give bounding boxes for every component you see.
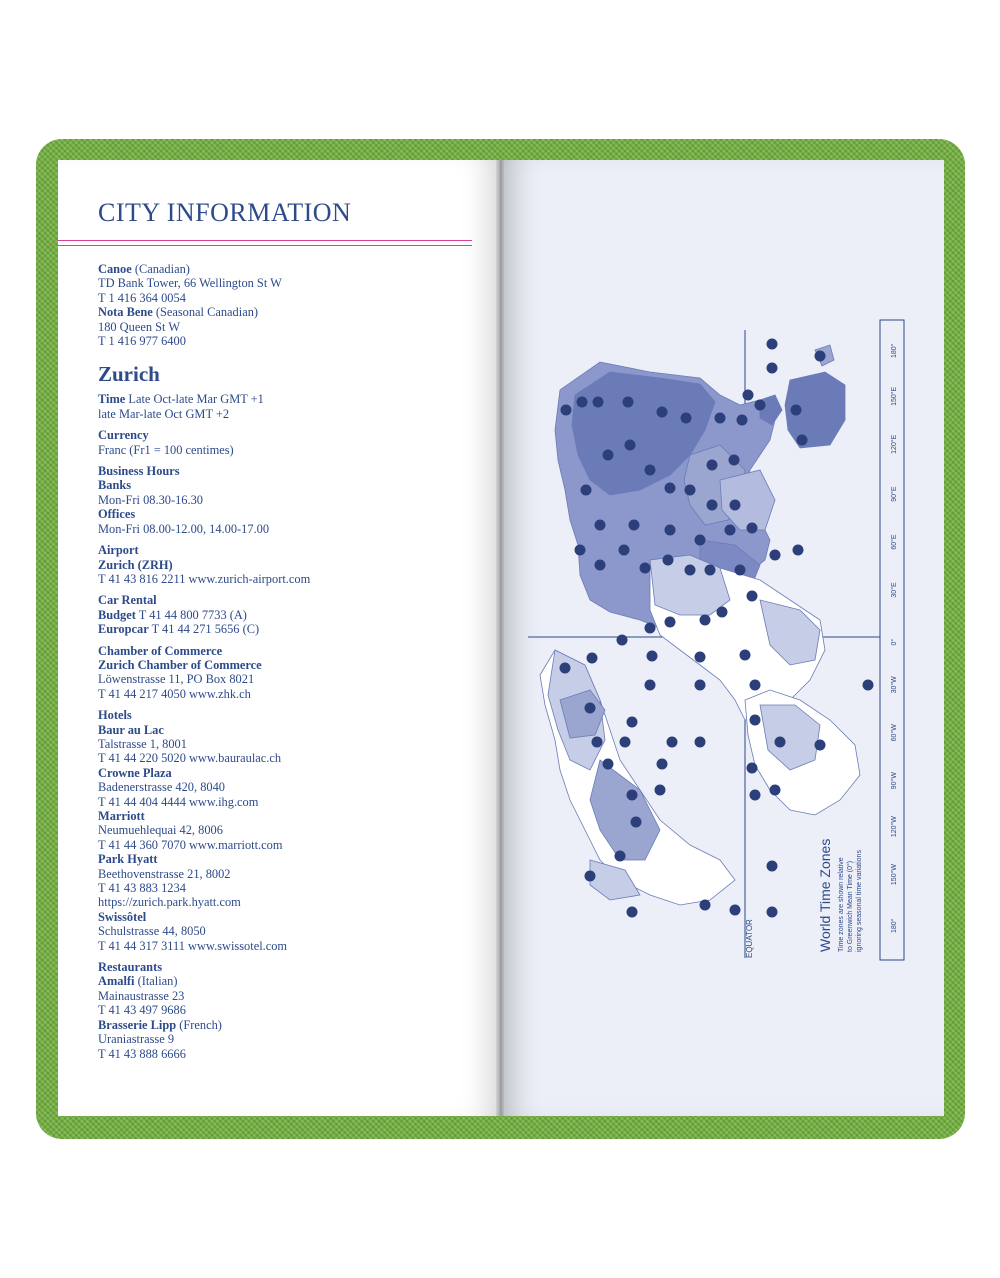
time-zone-marker: [617, 635, 628, 646]
longitude-label: 90°W: [891, 772, 898, 790]
time-zone-marker: [767, 907, 778, 918]
time-zone-marker: [717, 607, 728, 618]
time-zone-marker: [700, 615, 711, 626]
section-heading: Car Rental: [98, 593, 157, 608]
time-zone-marker: [793, 545, 804, 556]
section-heading: Hotels: [98, 708, 132, 723]
time-zone-marker: [581, 485, 592, 496]
longitude-label: 30°E: [891, 582, 898, 598]
time-zone-marker: [767, 861, 778, 872]
address-line: Uraniastrasse 9: [98, 1032, 175, 1047]
time-zone-marker: [700, 900, 711, 911]
longitude-label: 180°: [891, 343, 898, 358]
time-zone-marker: [647, 651, 658, 662]
address-line: 180 Queen St W: [98, 319, 181, 334]
time-zone-marker: [627, 717, 638, 728]
longitude-label: 30°W: [891, 676, 898, 694]
time-zone-marker: [770, 550, 781, 561]
phone-line: T 41 43 816 2211 www.zurich-airport.com: [98, 571, 311, 586]
hotel-name: Swissôtel: [98, 909, 147, 924]
website-line: https://zurich.park.hyatt.com: [98, 895, 241, 910]
listing-line: Amalfi (Italian): [98, 974, 178, 989]
time-zone-marker: [815, 351, 826, 362]
title-rule: [58, 245, 472, 246]
time-zone-marker: [770, 785, 781, 796]
time-zone-marker: [625, 440, 636, 451]
time-zone-marker: [629, 520, 640, 531]
phone-line: T 41 44 217 4050 www.zhk.ch: [98, 686, 251, 701]
address-line: Mainaustrasse 23: [98, 988, 185, 1003]
time-zone-marker: [623, 397, 634, 408]
time-zone-marker: [767, 363, 778, 374]
time-zone-marker: [707, 460, 718, 471]
address-line: Löwenstrasse 11, PO Box 8021: [98, 672, 255, 687]
currency-value: Franc (Fr1 = 100 centimes): [98, 442, 234, 457]
time-zone-marker: [587, 653, 598, 664]
time-zone-marker: [657, 407, 668, 418]
listing-line: Brasserie Lipp (French): [98, 1017, 222, 1032]
time-zone-marker: [750, 790, 761, 801]
phone-line: T 41 44 360 7070 www.marriott.com: [98, 837, 283, 852]
longitude-label: 90°E: [891, 486, 898, 502]
time-zone-marker: [595, 560, 606, 571]
time-zone-marker: [593, 397, 604, 408]
time-zone-marker: [592, 737, 603, 748]
longitude-ticks: [890, 343, 898, 933]
phone-line: T 41 44 404 4444 www.ihg.com: [98, 794, 259, 809]
time-zone-marker: [665, 525, 676, 536]
time-zone-marker: [737, 415, 748, 426]
time-zone-marker: [603, 450, 614, 461]
phone-line: T 41 43 888 6666: [98, 1046, 186, 1061]
time-zone-marker: [627, 907, 638, 918]
time-zone-marker: [620, 737, 631, 748]
address-line: Badenerstrasse 420, 8040: [98, 780, 225, 795]
listing-line: Nota Bene (Seasonal Canadian): [98, 305, 259, 320]
longitude-label: 120°W: [891, 816, 898, 838]
longitude-label: 60°E: [891, 534, 898, 550]
address-line: Beethovenstrasse 21, 8002: [98, 866, 231, 881]
time-zone-marker: [667, 737, 678, 748]
listing-line: Budget T 41 44 800 7733 (A): [98, 607, 247, 622]
map-caption-line: Time zones are shown relative: [838, 857, 845, 952]
time-zone-marker: [595, 520, 606, 531]
section-heading: Currency: [98, 428, 149, 443]
time-zone-marker: [665, 483, 676, 494]
longitude-label: 120°E: [891, 434, 898, 454]
sub-heading: Zurich Chamber of Commerce: [98, 657, 262, 672]
map-caption-line: ignoring seasonal time variations: [856, 850, 863, 952]
hotel-name: Baur au Lac: [98, 722, 164, 737]
address-line: Neumuehlequai 42, 8006: [98, 823, 223, 838]
time-zone-marker: [707, 500, 718, 511]
listing-line: Europcar T 41 44 271 5656 (C): [98, 622, 260, 637]
time-zone-marker: [655, 785, 666, 796]
longitude-label: 180°: [891, 918, 898, 933]
equator-label: EQUATOR: [745, 919, 754, 958]
time-zone-marker: [750, 680, 761, 691]
time-zone-marker: [645, 623, 656, 634]
time-zone-marker: [747, 591, 758, 602]
time-zone-marker: [619, 545, 630, 556]
time-zone-marker: [695, 737, 706, 748]
map-caption-line: to Greenwich Mean Time (0°): [847, 860, 854, 952]
time-zone-marker: [640, 563, 651, 574]
time-zone-marker: [663, 555, 674, 566]
section-heading: Business Hours: [98, 464, 180, 479]
section-heading: Chamber of Commerce: [98, 643, 223, 658]
address-line: TD Bank Tower, 66 Wellington St W: [98, 276, 282, 291]
time-zone-marker: [743, 390, 754, 401]
time-zone-marker: [747, 763, 758, 774]
time-zone-marker: [560, 663, 571, 674]
longitude-label: 150°W: [891, 863, 898, 886]
time-zone-marker: [561, 405, 572, 416]
time-zone-marker: [615, 851, 626, 862]
time-zone-marker: [681, 413, 692, 424]
time-zone-marker: [631, 817, 642, 828]
hotel-name: Crowne Plaza: [98, 765, 172, 780]
time-zone-marker: [730, 905, 741, 916]
time-zone-marker: [645, 680, 656, 691]
sub-heading: Banks: [98, 478, 132, 493]
sub-heading: Zurich (ZRH): [98, 557, 173, 572]
time-zone-marker: [735, 565, 746, 576]
time-zone-marker: [685, 565, 696, 576]
listing-line: Canoe (Canadian): [98, 262, 190, 276]
hours-line: Mon-Fri 08.00-12.00, 14.00-17.00: [98, 521, 270, 536]
time-zone-marker: [695, 535, 706, 546]
hotel-name: Park Hyatt: [98, 852, 158, 867]
phone-line: T 1 416 977 6400: [98, 334, 186, 349]
phone-line: T 41 44 317 3111 www.swissotel.com: [98, 938, 288, 953]
time-zone-marker: [575, 545, 586, 556]
time-zone-marker: [603, 759, 614, 770]
time-zone-marker: [797, 435, 808, 446]
time-zone-marker: [740, 650, 751, 661]
city-info-text: [98, 262, 478, 1061]
time-zone-marker: [705, 565, 716, 576]
phone-line: T 41 43 497 9686: [98, 1003, 186, 1018]
time-zone-marker: [585, 871, 596, 882]
section-heading: Restaurants: [98, 960, 163, 975]
time-zone-marker: [755, 400, 766, 411]
time-zone-marker: [791, 405, 802, 416]
map-title: World Time Zones: [817, 838, 833, 952]
time-zone-marker: [750, 715, 761, 726]
time-zone-marker: [657, 759, 668, 770]
page-title: CITY INFORMATION: [98, 198, 352, 227]
world-time-zone-map: [500, 160, 944, 1116]
time-zone-marker: [695, 680, 706, 691]
time-zone-marker: [695, 652, 706, 663]
time-zone-marker: [627, 790, 638, 801]
time-zone-marker: [577, 397, 588, 408]
city-heading: Zurich: [98, 362, 160, 387]
time-line: late Mar-late Oct GMT +2: [98, 406, 230, 421]
longitude-label: 0°: [891, 638, 898, 646]
time-zone-marker: [645, 465, 656, 476]
longitude-label: 60°W: [891, 724, 898, 742]
time-zone-marker: [725, 525, 736, 536]
time-zone-marker: [585, 703, 596, 714]
hours-line: Mon-Fri 08.30-16.30: [98, 492, 203, 507]
time-line: Time Late Oct-late Mar GMT +1: [98, 392, 264, 407]
phone-line: T 41 44 220 5020 www.bauraulac.ch: [98, 751, 282, 766]
hotel-name: Marriott: [98, 809, 145, 823]
time-zone-marker: [729, 455, 740, 466]
time-zone-marker: [767, 339, 778, 350]
time-zone-marker: [730, 500, 741, 511]
time-zone-marker: [685, 485, 696, 496]
address-line: Talstrasse 1, 8001: [98, 736, 187, 751]
title-rule: [58, 240, 472, 241]
longitude-label: 150°E: [891, 386, 898, 406]
time-zone-marker: [815, 740, 826, 751]
time-zone-marker: [775, 737, 786, 748]
phone-line: T 1 416 364 0054: [98, 290, 186, 305]
section-heading: Airport: [98, 543, 139, 558]
address-line: Schulstrasse 44, 8050: [98, 924, 206, 939]
sub-heading: Offices: [98, 507, 136, 522]
time-zone-marker: [715, 413, 726, 424]
time-zone-marker: [747, 523, 758, 534]
time-zone-marker: [863, 680, 874, 691]
time-zone-marker: [665, 617, 676, 628]
phone-line: T 41 43 883 1234: [98, 881, 186, 896]
